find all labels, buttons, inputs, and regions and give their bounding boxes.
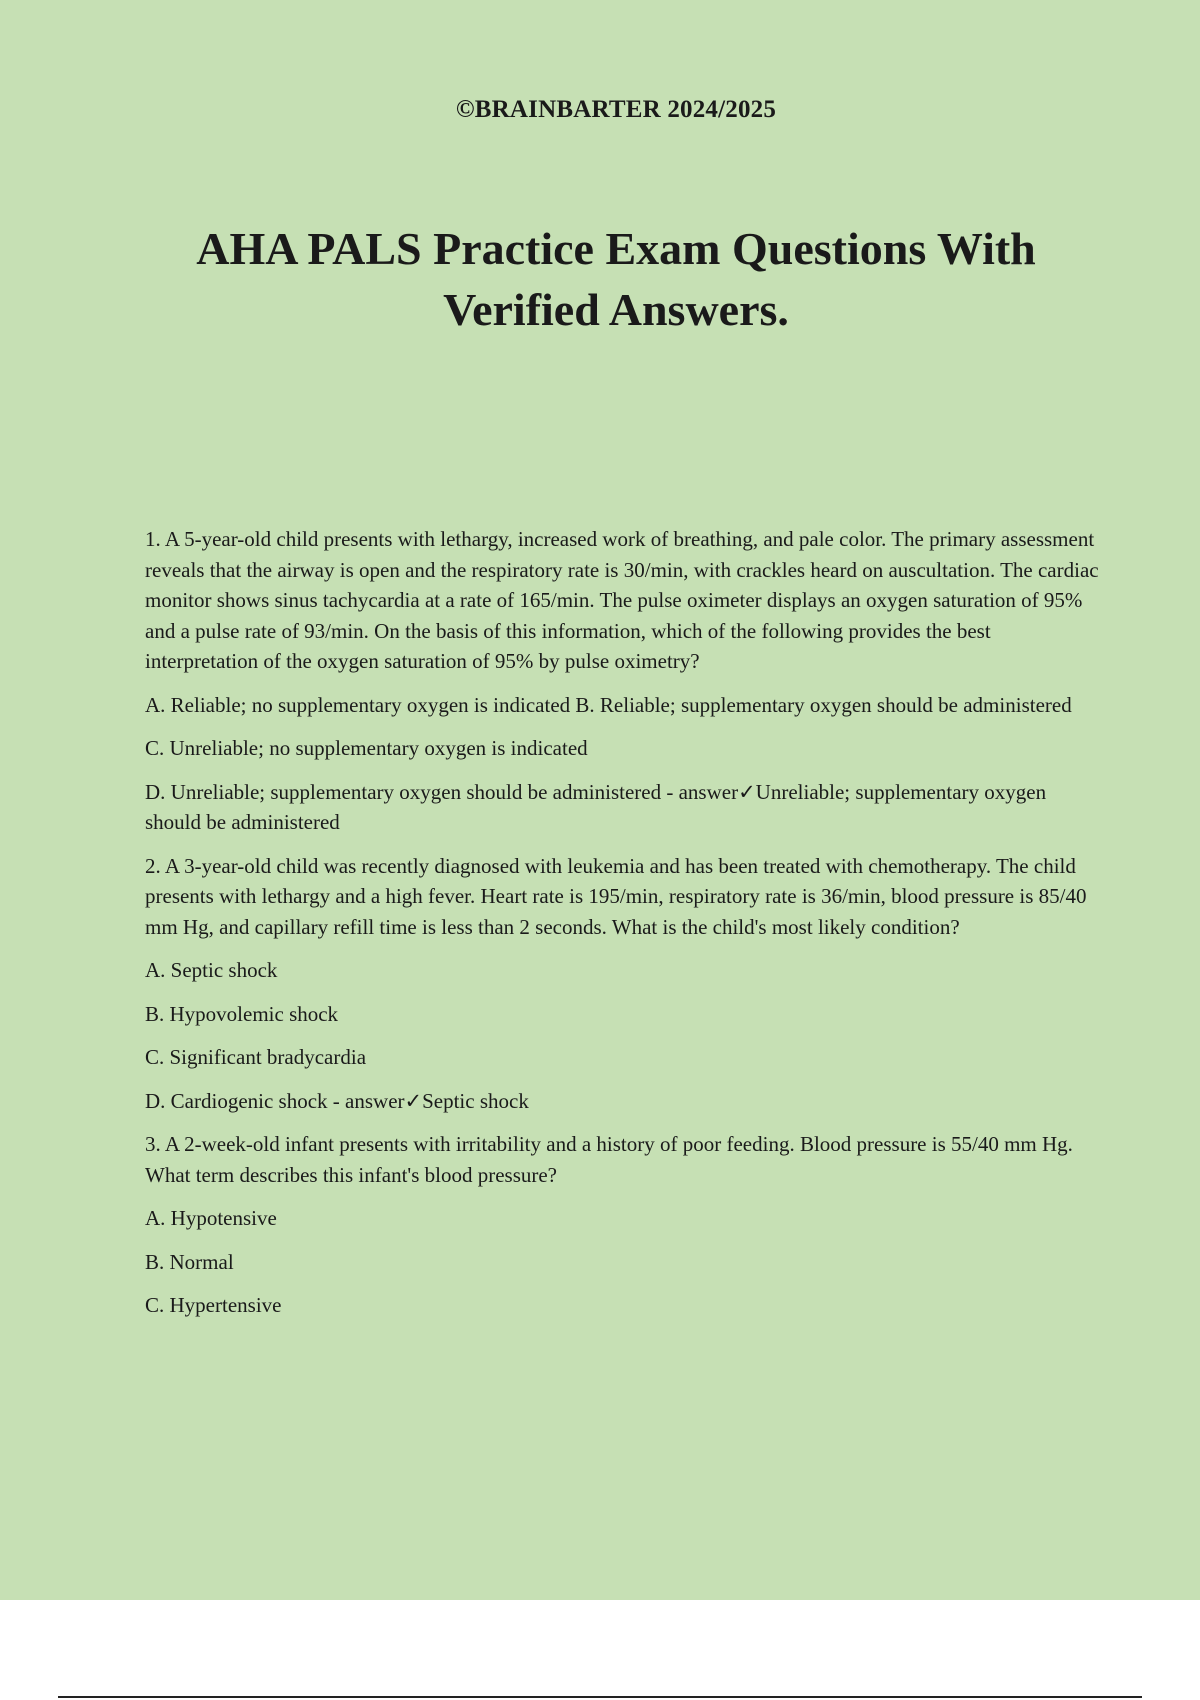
question-3-option-b: B. Normal <box>145 1249 234 1274</box>
document-title <box>0 218 1200 340</box>
question-1-stem: 1. A 5-year-old child presents with lethargy, increased work of breathing, and pale color. The primary assessment reveals that the airway is open and the respiratory rate is 30/min, with crackles heard on auscultation. The cardiac monitor shows sinus tachycardia at a rate of 165/min. The pulse oximeter displays an oxygen saturation of 95% and a pulse rate of 93/min. On the basis of this information, which of the following provides the best interpretation of the oxygen saturation of 95% by pulse oximetry? <box>145 527 1099 673</box>
question-1-option-d-answer: D. Unreliable; supplementary oxygen should be administered - answer✓Unreliable; supplementary oxygen should be administered <box>145 779 1047 834</box>
question-2-option-b: B. Hypovolemic shock <box>145 1001 339 1026</box>
question-1-option-ab: A. Reliable; no supplementary oxygen is indicated B. Reliable; supplementary oxygen should be administered <box>145 692 1072 717</box>
copyright-header: ©BRAINBARTER 2024/2025 <box>455 96 777 123</box>
question-2-option-c: C. Significant bradycardia <box>145 1045 367 1069</box>
question-2-option-d-answer: D. Cardiogenic shock - answer✓Septic shock <box>145 1088 529 1113</box>
question-3-stem: 3. A 2-week-old infant presents with irritability and a history of poor feeding. Blood pressure is 55/40 mm Hg. What term describes this infant's blood pressure? <box>145 1132 1073 1187</box>
footer-divider <box>58 1696 1142 1698</box>
question-3-option-a: A. Hypotensive <box>145 1206 277 1230</box>
title-line-2: Verified Answers. <box>443 284 789 335</box>
questions-content <box>145 524 1100 1334</box>
question-3-option-c: C. Hypertensive <box>145 1293 282 1317</box>
title-line-1: AHA PALS Practice Exam Questions With <box>196 223 1036 274</box>
question-2-stem: 2. A 3-year-old child was recently diagnosed with leukemia and has been treated with chemotherapy. The child presents with lethargy and a high fever. Heart rate is 195/min, respiratory rate is 36/min, blood pressure is 85/40 mm Hg, and capillary refill time is less than 2 seconds. What is the child's most likely condition? <box>145 853 1087 939</box>
question-1-option-c: C. Unreliable; no supplementary oxygen is indicated <box>145 736 588 760</box>
question-2-option-a: A. Septic shock <box>145 958 278 982</box>
